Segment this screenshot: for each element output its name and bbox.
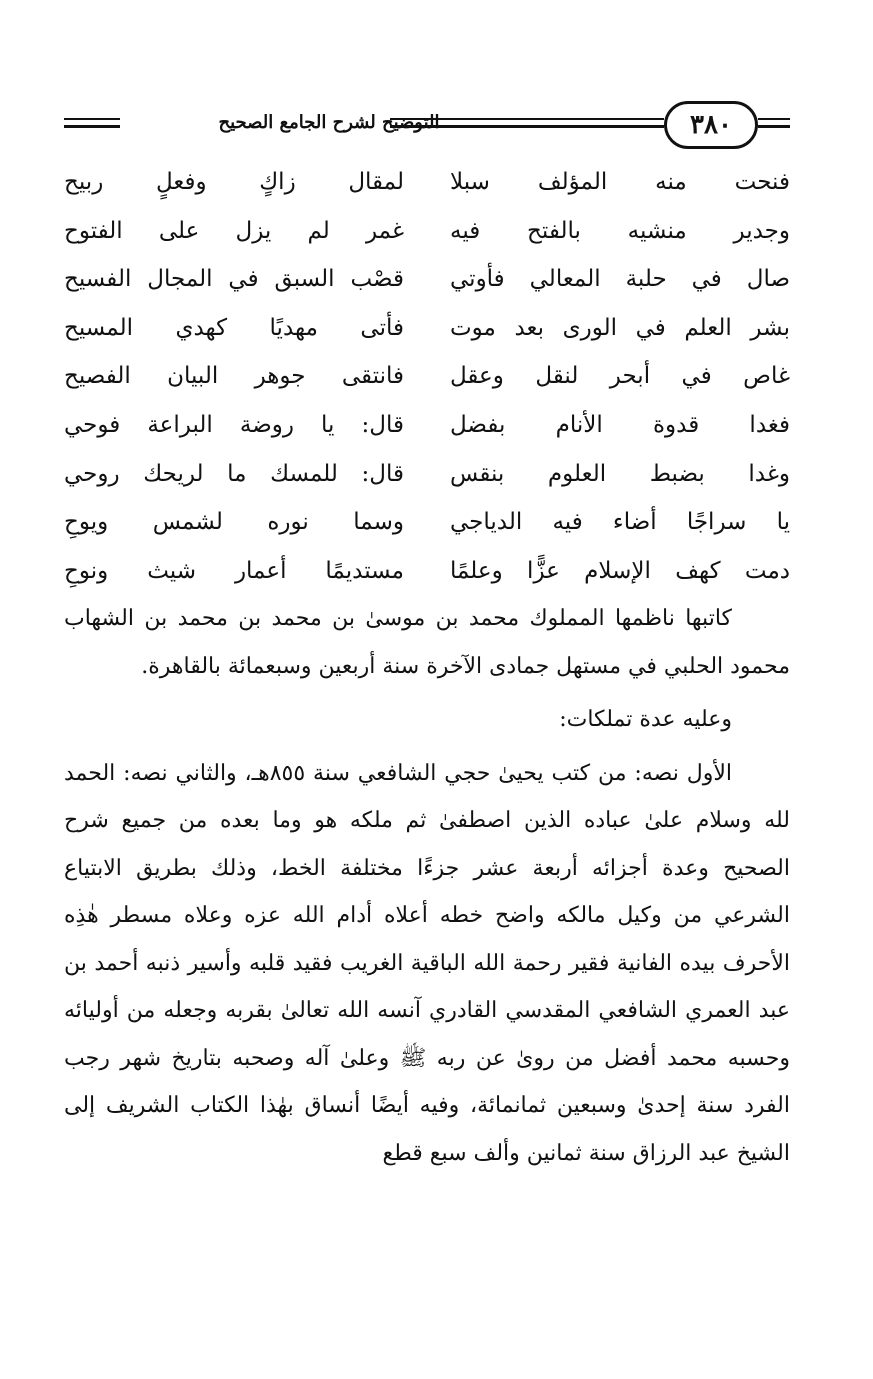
body-text bbox=[64, 595, 790, 1177]
verse-second-half: فأتى مهديًا كهدي المسيح bbox=[64, 314, 404, 341]
verse-second-half: غمر لم يزل على الفتوح bbox=[64, 217, 404, 244]
verse-second-half: قال: للمسك ما لريحك روحي bbox=[64, 460, 404, 487]
verse-second-half: قال: يا روضة البراعة فوحي bbox=[64, 411, 404, 438]
page-number-badge bbox=[664, 101, 758, 149]
running-title: التوضيح لشرح الجامع الصحيح bbox=[218, 112, 440, 133]
poem bbox=[64, 160, 790, 597]
verse-first-half: وغدا بضبط العلوم بنقس bbox=[450, 460, 790, 487]
header-rule-middle-top bbox=[390, 118, 664, 120]
verse-first-half: فغدا قدوة الأنام بفضل bbox=[450, 411, 790, 438]
poem-verse bbox=[64, 452, 790, 501]
poem-verse bbox=[64, 549, 790, 598]
verse-first-half: صال في حلبة المعالي فأوتي bbox=[450, 266, 790, 293]
poem-verse bbox=[64, 306, 790, 355]
verse-first-half: غاص في أبحر لنقل وعقل bbox=[450, 363, 790, 390]
verse-second-half: قصْب السبق في المجال الفسيح bbox=[64, 266, 404, 293]
verse-first-half: بشر العلم في الورى بعد موت bbox=[450, 314, 790, 341]
verse-first-half: دمت كهف الإسلام عزًّا وعلمًا bbox=[450, 557, 790, 584]
header-rule-right-top bbox=[758, 118, 790, 120]
header-rule-left-bottom bbox=[64, 125, 120, 128]
verse-second-half: مستديمًا أعمار شيث ونوحِ bbox=[64, 557, 404, 584]
verse-first-half: فنحت منه المؤلف سبلا bbox=[450, 169, 790, 195]
verse-first-half: وجدير منشيه بالفتح فيه bbox=[450, 217, 790, 244]
verse-second-half: لمقال زاكٍ وفعلٍ ربيح bbox=[64, 169, 404, 195]
poem-verse bbox=[64, 160, 790, 209]
poem-verse bbox=[64, 354, 790, 403]
poem-verse bbox=[64, 257, 790, 306]
colophon-paragraph: كاتبها ناظمها المملوك محمد بن موسىٰ بن محمد بن محمد بن الشهاب محمود الحلبي في مستهل جمادى الآخرة سنة أربعين وسبعمائة بالقاهرة. bbox=[64, 606, 790, 679]
poem-verse bbox=[64, 403, 790, 452]
poem-verse bbox=[64, 209, 790, 258]
verse-first-half: يا سراجًا أضاء فيه الدياجي bbox=[450, 509, 790, 536]
poem-verse bbox=[64, 500, 790, 549]
header-rule-right-bottom bbox=[758, 125, 790, 128]
header-rule-left-top bbox=[64, 118, 120, 120]
running-header bbox=[64, 98, 790, 158]
ownership-paragraph: الأول نصه: من كتب يحيىٰ حجي الشافعي سنة ٨٥٥هـ، والثاني نصه: الحمد لله وسلام علىٰ عباده الذين اصطفىٰ ثم ملكه هو وما بعده من جميع شرح الصحيح وعدة أجزائه أربعة عشر جزءًا مختلفة الخط، وذلك بطريق الابتياع الشرعي من وكيل مالكه واضح خطه أعلاه أدام الله عزه وعلاه مسطر هٰذِه الأحرف بيده الفانية فقير رحمة الله الباقية الغريب فقيد قلبه وأسير ذنبه أحمد بن عبد العمري الشافعي المقدسي القادري آنسه الله تعالىٰ بقربه وجعله من أوليائه وحسبه محمد أفضل من روىٰ عن ربه ﷺ وعلىٰ آله وصحبه بتاريخ شهر رجب الفرد سنة إحدىٰ وسبعين ثمانمائة، وفيه أيضًا أنساق بهٰذا الكتاب الشريف إلى الشيخ عبد الرزاق سنة ثمانين وألف سبع قطع bbox=[64, 760, 790, 1166]
ownership-intro: وعليه عدة تملكات: bbox=[559, 707, 732, 732]
header-rule-middle-bottom bbox=[390, 125, 664, 128]
verse-second-half: فانتقى جوهر البيان الفصيح bbox=[64, 363, 404, 390]
verse-second-half: وسما نوره لشمس ويوحِ bbox=[64, 509, 404, 536]
page-number: ٣٨٠ bbox=[690, 110, 732, 140]
